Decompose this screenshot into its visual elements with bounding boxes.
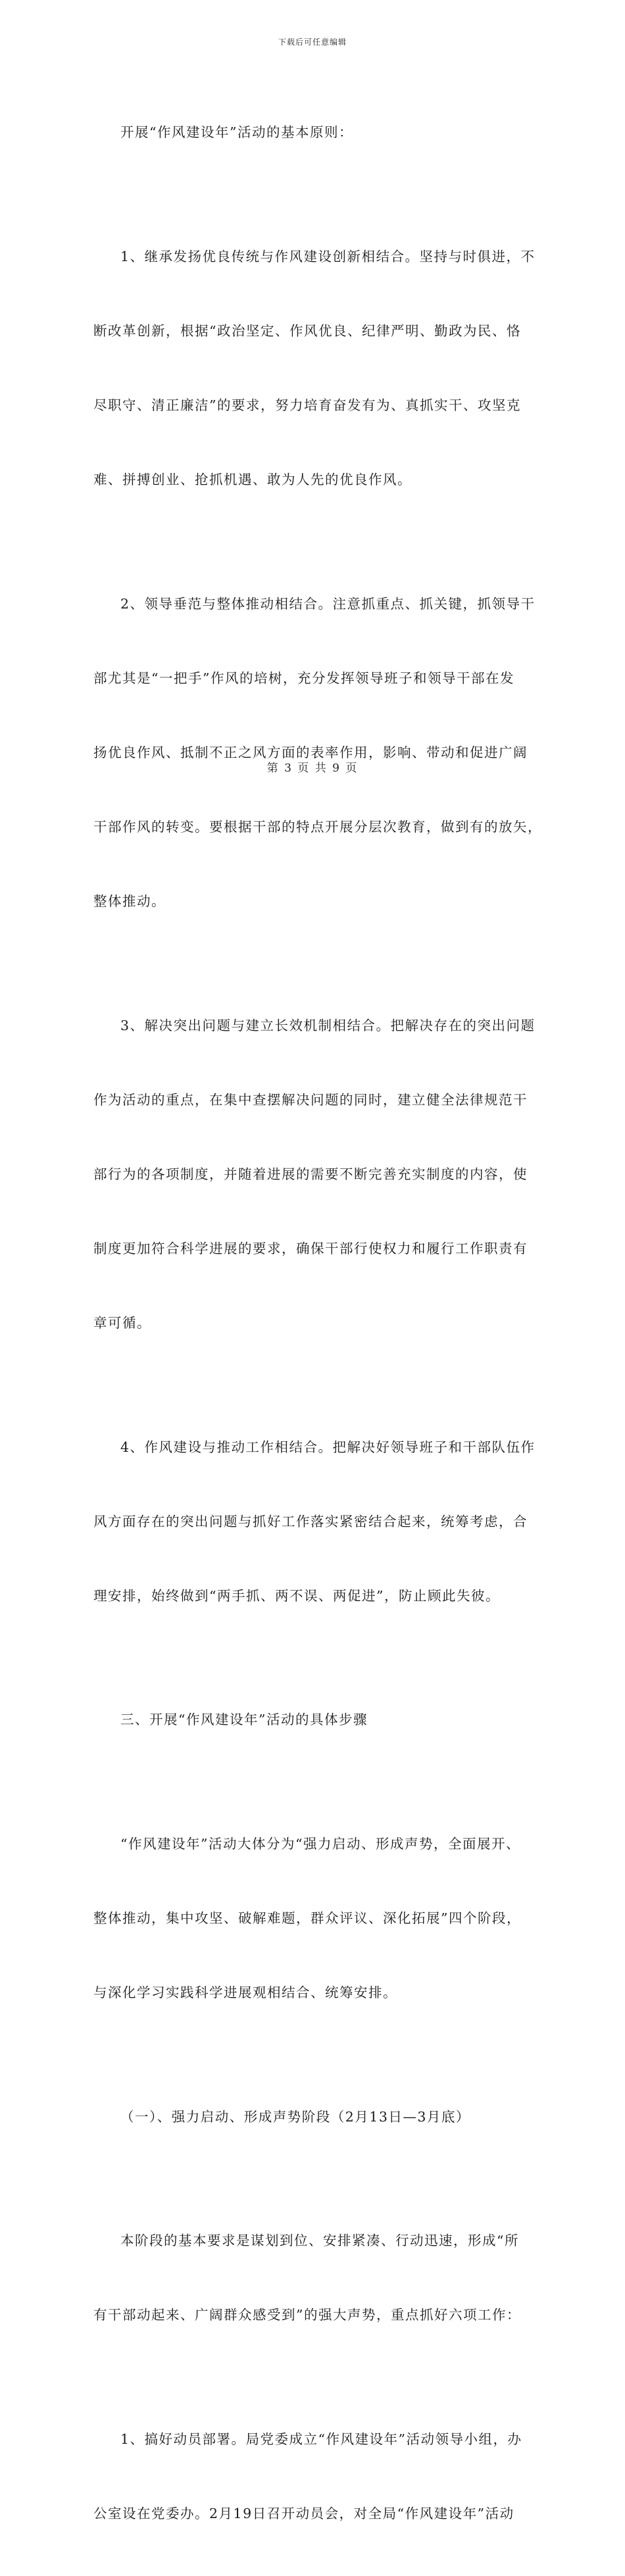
- text-line: 章可循。: [93, 1315, 151, 1331]
- text-line: 三、开展“作风建设年”活动的具体步骤: [120, 1712, 368, 1728]
- text-line: 作为活动的重点，在集中查摆解决问题的同时，建立健全法律规范干: [93, 1091, 528, 1108]
- text-line: 有干部动起来、广阔群众感受到”的强大声势，重点抓好六项工作：: [93, 2307, 521, 2323]
- text-line: 断改革创新，根据“政治坚定、作风优良、纪律严明、勤政为民、恪: [93, 323, 521, 339]
- subheading-stage-1: [93, 2055, 533, 2179]
- paragraph-stages-overview: [93, 1783, 533, 2056]
- text-line: 本阶段的基本要求是谋划到位、安排紧凑、行动迅速，形成“所: [120, 2233, 519, 2249]
- text-line: 与深化学习实践科学进展观相结合、统筹安排。: [93, 1985, 397, 2001]
- text-line: 干部作风的转变。要根据干部的特点开展分层次教育，做到有的放矢，: [93, 819, 542, 835]
- paragraph-mobilization: [93, 2377, 533, 2576]
- text-line: “作风建设年”活动大体分为“强力启动、形成声势，全面展开、: [120, 1835, 520, 1852]
- text-line: 公室设在党委办。2月19日召开动员会，对全局“作风建设年”活动: [93, 2505, 514, 2521]
- section-heading-steps: [93, 1658, 533, 1783]
- paragraph-principles-intro: [93, 71, 533, 195]
- paragraph-principle-2: [93, 542, 542, 964]
- text-line: 4、作风建设与推动工作相结合。把解决好领导班子和干部队伍作: [120, 1439, 536, 1455]
- text-line: 1、继承发扬优良传统与作风建设创新相结合。坚持与时俱进，不: [120, 248, 536, 264]
- text-line: 整体推动，集中攻坚、破解难题，群众评议、深化拓展”四个阶段，: [93, 1910, 521, 1927]
- text-line: 难、拼搏创业、抢抓机遇、敢为人先的优良作风。: [93, 472, 412, 488]
- text-line: 1、搞好动员部署。局党委成立“作风建设年”活动领导小组，办: [120, 2431, 522, 2447]
- text-line: 扬优良作风、抵制不正之风方面的表率作用，影响、带动和促进广阔: [93, 744, 528, 760]
- paragraph-principle-1: [93, 195, 536, 543]
- text-line: 2、领导垂范与整体推动相结合。注意抓重点、抓关键，抓领导干: [120, 595, 536, 612]
- text-line: 风方面存在的突出问题与抓好工作落实紧密结合起来，统筹考虑，合: [93, 1513, 528, 1529]
- paragraph-principle-4: [93, 1385, 536, 1658]
- document-body: [93, 71, 542, 2576]
- text-line: （一）、强力启动、形成声势阶段（2月13日—3月底）: [120, 2108, 470, 2125]
- paragraph-stage-1-requirements: [93, 2179, 533, 2378]
- paragraph-principle-3: [93, 964, 536, 1385]
- text-line: 制度更加符合科学进展的要求，确保干部行使权力和履行工作职责有: [93, 1241, 528, 1257]
- text-line: 整体推动。: [93, 893, 166, 910]
- text-line: 尽职守、清正廉洁”的要求，努力培育奋发有为、真抓实干、攻坚克: [93, 397, 521, 414]
- page-number-footer: 第 3 页 共 9 页: [266, 762, 359, 775]
- text-line: 部尤其是“一把手”作风的培树，充分发挥领导班子和领导干部在发: [93, 670, 514, 686]
- text-line: 3、解决突出问题与建立长效机制相结合。把解决存在的突出问题: [120, 1017, 536, 1033]
- text-line: 理安排，始终做到“两手抓、两不误、两促进”，防止顾此失彼。: [93, 1587, 500, 1604]
- page-header: 下载后可任意编辑: [278, 37, 347, 47]
- text-line: 部行为的各项制度，并随着进展的需要不断完善充实制度的内容，使: [93, 1166, 528, 1182]
- text-line: 开展“作风建设年”活动的基本原则：: [120, 124, 353, 141]
